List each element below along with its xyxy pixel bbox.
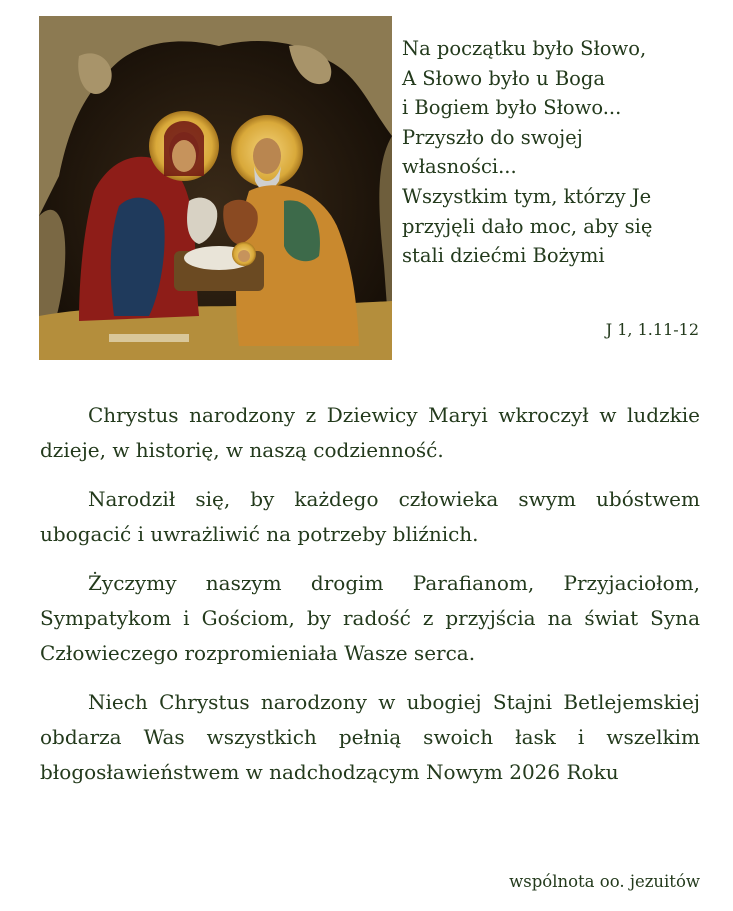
nativity-icon-image [39, 16, 392, 360]
greeting-body [40, 398, 700, 804]
verse-reference: J 1, 1.11-12 [605, 320, 699, 339]
verse-line: stali dziećmi Bożymi [402, 244, 605, 268]
mary-face-detail [172, 140, 196, 172]
joseph-face [253, 138, 281, 174]
greeting-paragraph: Chrystus narodzony z Dziewicy Maryi wkroczył w ludzkie dzieje, w historię, w naszą codzienność. [40, 403, 700, 462]
infant-face [238, 250, 250, 262]
verse-line: Wszystkim tym, którzy Je [402, 184, 652, 208]
verse-line: własności... [402, 155, 517, 179]
greeting-paragraph: Niech Chrystus narodzony w ubogiej Stajni Betlejemskiej obdarza Was wszystkich pełnią swoich łask i wszelkim błogosławieństwem w nadchodzącym Nowym 2026 Roku [40, 690, 700, 784]
verse-line: i Bogiem było Słowo... [402, 96, 622, 120]
verse-line: Przyszło do swojej [402, 125, 583, 149]
scroll [109, 334, 189, 342]
greeting-paragraph: Narodził się, by każdego człowieka swym ubóstwem ubogacić i uwrażliwić na potrzeby bliźnich. [40, 487, 700, 546]
signature: wspólnota oo. jezuitów [509, 872, 700, 891]
verse-line: Na początku było Słowo, [402, 37, 647, 60]
scripture-verse [402, 34, 702, 271]
verse-line: A Słowo było u Boga [402, 66, 606, 90]
nativity-icon [39, 16, 392, 360]
greeting-paragraph: Życzymy naszym drogim Parafianom, Przyjaciołom, Sympatykom i Gościom, by radość z przyjścia na świat Syna Człowieczego rozpromieniała Wasze serca. [40, 571, 700, 665]
verse-line: przyjęli dało moc, aby się [402, 214, 653, 238]
